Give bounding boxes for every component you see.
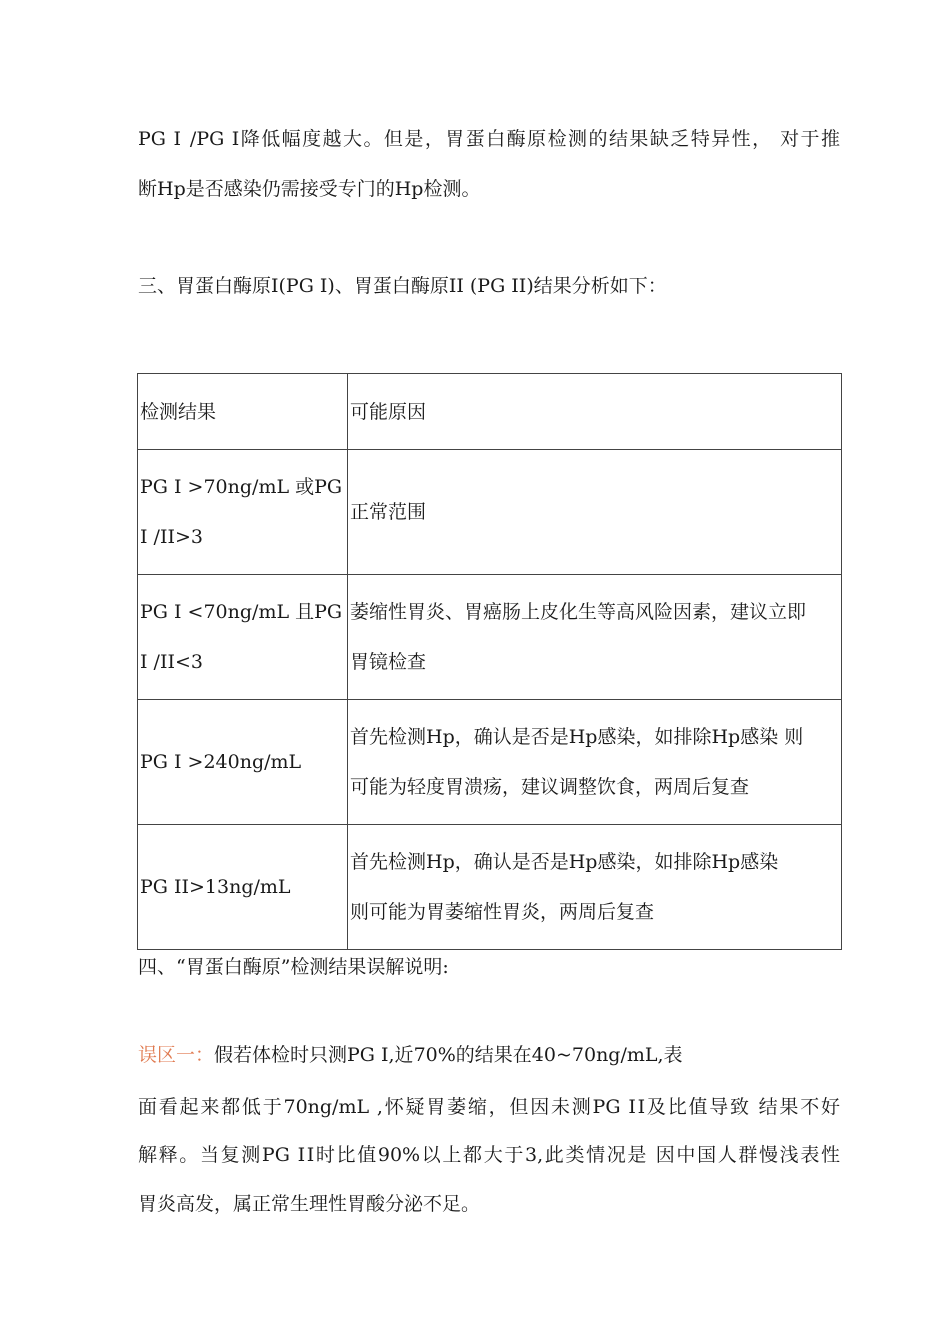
- cause-cell: [348, 575, 842, 700]
- result-text: PG Ⅰ >70ng/mL 或PG: [140, 476, 343, 498]
- table-row: [138, 825, 842, 950]
- header-result: 检测结果: [138, 374, 348, 450]
- cause-text: 首先检测Hp，确认是否是Hp感染，如排除Hp感染 则: [350, 726, 804, 748]
- misconception-1-line-3: 解释。当复测PG ⅠⅠ时比值90%以上都大于3,此类情况是 因中国人群慢浅表性: [138, 1144, 840, 1166]
- cause-cell: [348, 700, 842, 825]
- section-4-heading: 四、“胃蛋白酶原”检测结果误解说明:: [138, 956, 449, 978]
- table-header-row: [138, 374, 842, 450]
- results-table: [137, 373, 842, 950]
- cause-cell: [348, 825, 842, 950]
- result-cell: [138, 825, 348, 950]
- result-text: PG Ⅰ >240ng/mL: [140, 751, 302, 773]
- result-text: Ⅰ /ⅠⅠ>3: [140, 526, 203, 548]
- cause-cell: [348, 450, 842, 575]
- result-cell: [138, 700, 348, 825]
- misconception-1-line-2: 面看起来都低于70ng/mL ,怀疑胃萎缩，但因未测PG ⅠⅠ及比值导致 结果不好: [138, 1096, 840, 1118]
- misconception-label: 误区一：: [138, 1044, 215, 1066]
- cause-text: 则可能为胃萎缩性胃炎，两周后复查: [350, 901, 655, 923]
- result-cell: [138, 575, 348, 700]
- section-3-heading: 三、胃蛋白酶原Ⅰ(PG Ⅰ)、胃蛋白酶原ⅠⅠ (PG ⅠⅠ)结果分析如下：: [138, 275, 667, 297]
- cause-text: 萎缩性胃炎、胃癌肠上皮化生等高风险因素，建议立即: [350, 601, 807, 623]
- result-cell: [138, 450, 348, 575]
- header-cause: 可能原因: [348, 374, 842, 450]
- table-row: [138, 450, 842, 575]
- misconception-1-line-4: 胃炎高发，属正常生理性胃酸分泌不足。: [138, 1193, 481, 1215]
- table-row: [138, 700, 842, 825]
- misconception-1-line-1: [138, 1043, 683, 1067]
- result-text: PG Ⅰ <70ng/mL 且PG: [140, 601, 343, 623]
- intro-line-1: PG Ⅰ /PG Ⅰ降低幅度越大。但是，胃蛋白酶原检测的结果缺乏特异性， 对于推: [138, 128, 840, 150]
- cause-text: 胃镜检查: [350, 651, 427, 673]
- cause-text: 首先检测Hp，确认是否是Hp感染，如排除Hp感染: [350, 851, 779, 873]
- result-text: PG ⅠⅠ>13ng/mL: [140, 876, 291, 898]
- cause-text: 可能为轻度胃溃疡，建议调整饮食，两周后复查: [350, 776, 750, 798]
- misconception-1-text: 假若体检时只测PG Ⅰ,近70%的结果在40~70ng/mL,表: [214, 1044, 683, 1066]
- table-row: [138, 575, 842, 700]
- intro-line-2: 断Hp是否感染仍需接受专门的Hp检测。: [138, 178, 481, 200]
- result-text: Ⅰ /ⅠⅠ<3: [140, 651, 203, 673]
- cause-text: 正常范围: [350, 501, 427, 523]
